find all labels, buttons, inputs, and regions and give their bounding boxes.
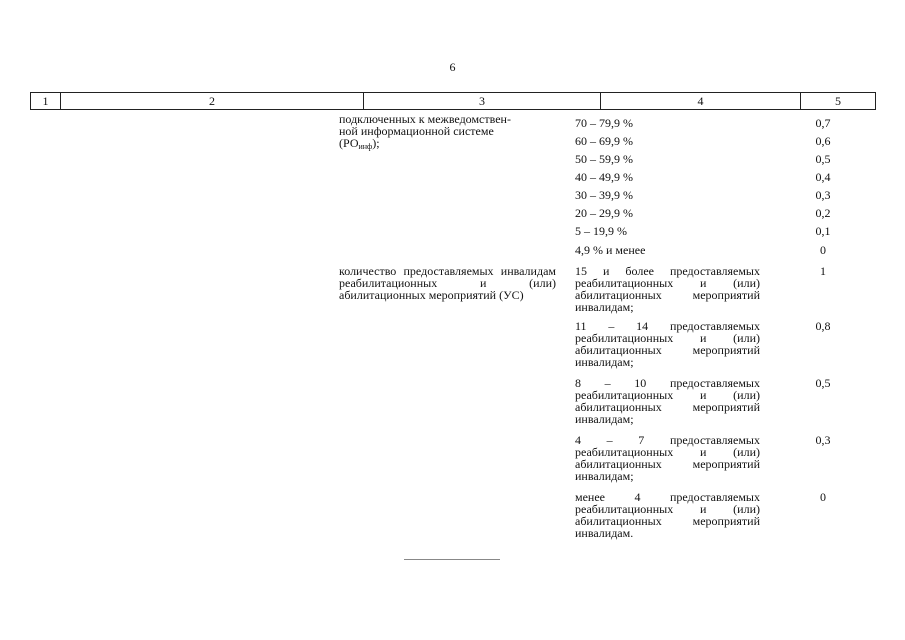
criterion-1-score-7: 0,1 (815, 224, 831, 238)
criterion-2-score-2: 0,8 (815, 319, 831, 333)
criterion-2-score-5: 0 (820, 490, 826, 504)
criterion-1-range-7: 5 – 19,9 % (575, 224, 627, 238)
criterion-1-code: (РО (339, 136, 359, 150)
criterion-1-code-subscript: инф (358, 142, 373, 151)
criterion-2-text-5: менее 4 предоставляемых реабилитационных и (или) абилитационных мероприятий инвалидам. (575, 490, 760, 540)
criterion-1-line-1: подключенных к межведомствен- (339, 112, 511, 126)
criterion-2-text-1: 15 и более предоставляемых реабилитационных и (или) абилитационных мероприятий инвалидам; (575, 264, 760, 314)
criterion-1-score-4: 0,4 (815, 170, 831, 184)
criterion-1-score-3: 0,5 (815, 152, 831, 166)
column-header-1: 1 (42, 94, 49, 108)
criterion-2-score-3: 0,5 (815, 376, 831, 390)
column-header-3: 3 (363, 93, 600, 109)
criterion-1-line-2: ной информационной системе (339, 124, 494, 138)
criterion-2-description: количество предоставляемых инвалидам реабилитационных и (или) абилитационных мероприятий (УС) (339, 264, 556, 302)
criterion-1-range-6: 20 – 29,9 % (575, 206, 633, 220)
criterion-2-score-1: 1 (820, 264, 826, 278)
criterion-1-range-5: 30 – 39,9 % (575, 188, 633, 202)
criterion-1-score-8: 0 (820, 243, 826, 257)
criterion-1-score-1: 0,7 (815, 116, 831, 130)
criterion-1-score-6: 0,2 (815, 206, 831, 220)
criterion-2-score-4: 0,3 (815, 433, 831, 447)
criterion-1-code-tail: ); (372, 136, 380, 150)
criterion-1-range-1: 70 – 79,9 % (575, 116, 633, 130)
criterion-1-score-5: 0,3 (815, 188, 831, 202)
criterion-1-range-8: 4,9 % и менее (575, 243, 646, 257)
criterion-2-text-3: 8 – 10 предоставляемых реабилитационных и (или) абилитационных мероприятий инвалидам; (575, 376, 760, 426)
criterion-1-description (339, 113, 559, 153)
criterion-1-score-2: 0,6 (815, 134, 831, 148)
criterion-2-text-2: 11 – 14 предоставляемых реабилитационных и (или) абилитационных мероприятий инвалидам; (575, 319, 760, 369)
criterion-1-range-4: 40 – 49,9 % (575, 170, 633, 184)
page-number: 6 (449, 60, 456, 74)
table-header-row (30, 92, 876, 110)
column-header-2: 2 (60, 93, 363, 109)
criterion-1-range-2: 60 – 69,9 % (575, 134, 633, 148)
criterion-1-line-3 (339, 137, 559, 153)
criterion-2-text-4: 4 – 7 предоставляемых реабилитационных и (или) абилитационных мероприятий инвалидам; (575, 433, 760, 483)
criterion-1-range-3: 50 – 59,9 % (575, 152, 633, 166)
column-header-4: 4 (600, 93, 800, 109)
column-header-5: 5 (800, 93, 875, 109)
footnote-separator (404, 559, 500, 560)
